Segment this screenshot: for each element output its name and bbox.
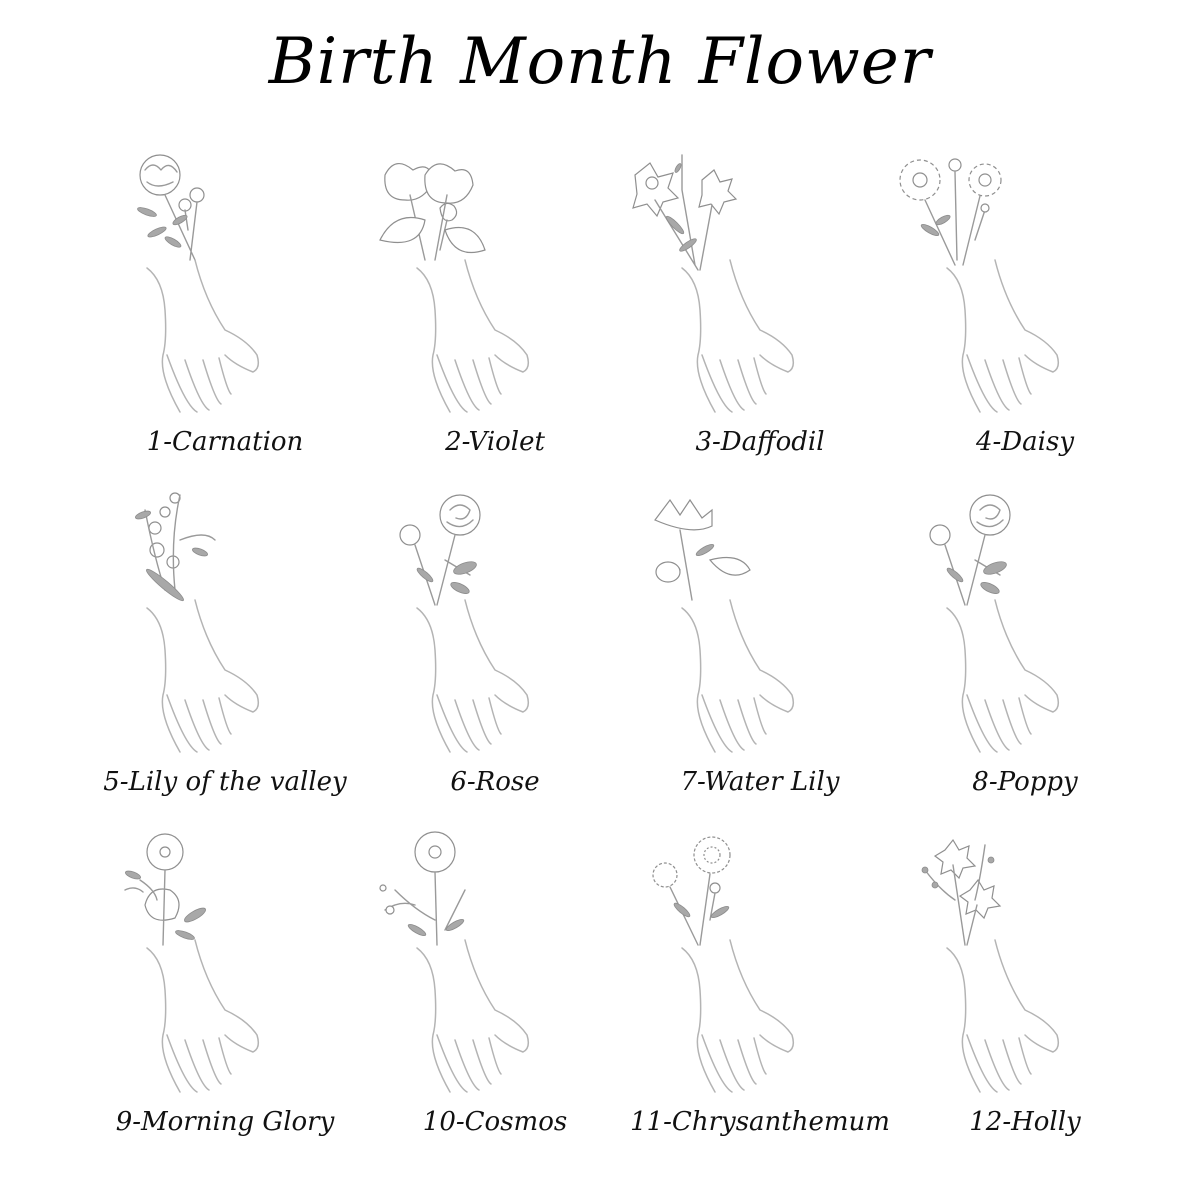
flower-label: 4-Daisy bbox=[975, 427, 1075, 457]
flower-label: 11-Chrysanthemum bbox=[630, 1107, 890, 1137]
lily-of-the-valley-hand-icon bbox=[85, 490, 365, 760]
carnation-hand-icon bbox=[85, 150, 365, 420]
flower-label: 7-Water Lily bbox=[680, 767, 840, 797]
daffodil-hand-icon bbox=[620, 150, 900, 420]
rose-hand-icon bbox=[355, 490, 635, 760]
flower-label: 12-Holly bbox=[969, 1107, 1081, 1137]
flower-label: 9-Morning Glory bbox=[115, 1107, 335, 1137]
page-title: Birth Month Flower bbox=[268, 25, 932, 99]
daisy-hand-icon bbox=[885, 150, 1165, 420]
poppy-hand-icon bbox=[885, 490, 1165, 760]
chrysanthemum-hand-icon bbox=[620, 830, 900, 1100]
flower-label: 6-Rose bbox=[450, 767, 540, 797]
flower-label: 10-Cosmos bbox=[422, 1107, 568, 1137]
flower-label: 1-Carnation bbox=[146, 427, 304, 457]
morning-glory-hand-icon bbox=[85, 830, 365, 1100]
violet-hand-icon bbox=[355, 150, 635, 420]
water-lily-hand-icon bbox=[620, 490, 900, 760]
holly-hand-icon bbox=[885, 830, 1165, 1100]
flower-label: 3-Daffodil bbox=[695, 427, 825, 457]
flower-label: 8-Poppy bbox=[972, 767, 1078, 797]
flower-label: 2-Violet bbox=[445, 427, 545, 457]
flower-label: 5-Lily of the valley bbox=[103, 767, 347, 797]
cosmos-hand-icon bbox=[355, 830, 635, 1100]
